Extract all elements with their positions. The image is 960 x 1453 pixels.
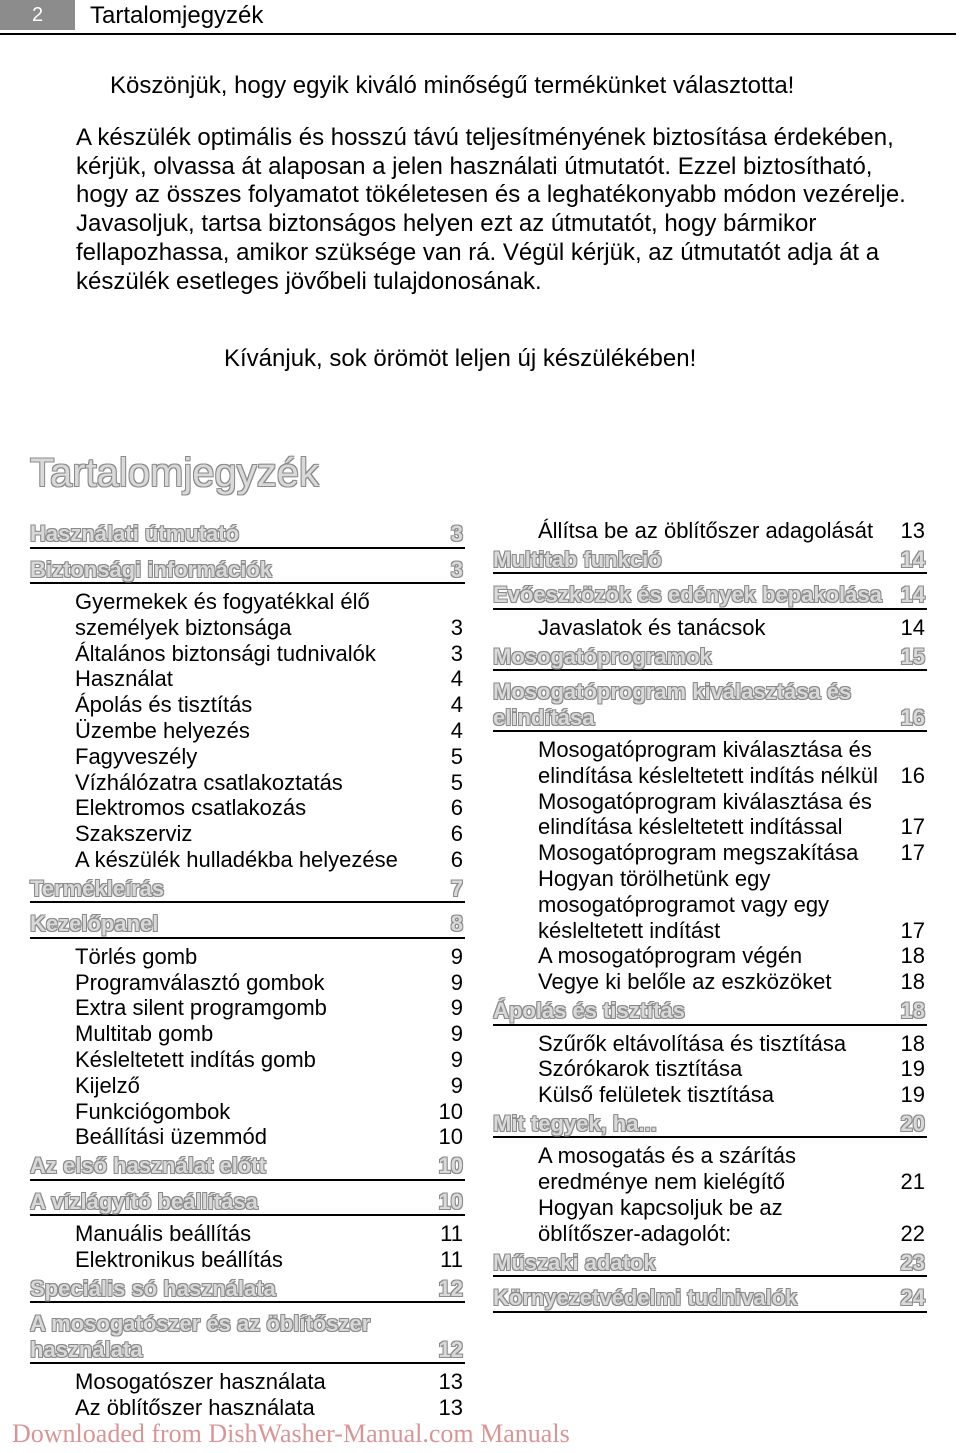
toc-section[interactable]	[30, 1308, 465, 1364]
toc-section[interactable]	[30, 518, 465, 549]
toc-section[interactable]	[493, 1247, 927, 1278]
toc-entry-title: Mosogatóprogramok	[493, 643, 712, 669]
toc-entry-title: Beállítási üzemmód	[75, 1124, 267, 1150]
toc-entry-title: Szűrők eltávolítása és tisztítása	[538, 1030, 847, 1056]
toc-entry-title: Mosogatóprogram kiválasztása és elindítása késleltetett indítással	[538, 788, 872, 840]
toc-entry-title: Speciális só használata	[30, 1275, 276, 1301]
toc-entry-page: 6	[450, 846, 463, 872]
toc-entry-title: Hogyan törölhetünk egy mosogatóprogramot vagy egy késleltetett indítást	[538, 866, 830, 943]
toc-entry-page: 10	[438, 1188, 463, 1214]
toc-entry-page: 3	[450, 640, 463, 666]
toc-entry-title: Használati útmutató	[30, 521, 240, 546]
toc-entry-page: 10	[438, 1124, 463, 1150]
toc-entry[interactable]	[30, 1124, 465, 1150]
toc-entry-page: 18	[900, 969, 925, 995]
toc-entry[interactable]	[493, 789, 927, 841]
toc-entry-title: Szórókarok tisztítása	[538, 1056, 743, 1082]
toc-entry-page: 10	[438, 1098, 463, 1124]
toc-entry-title: Extra silent programgomb	[75, 995, 327, 1021]
toc-entry[interactable]	[493, 1031, 927, 1057]
intro-wish: Kívánjuk, sok örömöt leljen új készülékében!	[224, 345, 697, 372]
toc-entry-title: Üzembe helyezés	[75, 717, 250, 743]
toc-entry-title: Funkciógombok	[75, 1098, 231, 1124]
toc-entry[interactable]	[30, 1099, 465, 1125]
toc-entry[interactable]	[30, 718, 465, 744]
toc-entry-page: 15	[900, 643, 925, 669]
toc-entry-title: Késleltetett indítás gomb	[75, 1046, 316, 1072]
toc-entry-title: Külső felületek tisztítása	[538, 1082, 775, 1108]
toc-entry-title: Az első használat előtt	[30, 1153, 266, 1179]
toc-entry-page: 3	[450, 521, 463, 546]
toc-entry[interactable]	[30, 1369, 465, 1395]
toc-entry[interactable]	[493, 615, 927, 641]
toc-entry-title: Műszaki adatok	[493, 1249, 656, 1275]
toc-entry-title: Ápolás és tisztítás	[75, 692, 253, 718]
toc-entry-title: A mosogatás és a szárítás eredménye nem kielégítő	[538, 1143, 797, 1195]
toc-section[interactable]	[30, 908, 465, 939]
toc-entry-page: 9	[450, 943, 463, 969]
toc-entry[interactable]	[30, 1221, 465, 1247]
toc-entry-title: Mosogatóprogram megszakítása	[538, 840, 859, 866]
toc-entry-title: Manuális beállítás	[75, 1221, 252, 1247]
toc-entry-page: 5	[450, 743, 463, 769]
toc-entry-title: A vízlágyító beállítása	[30, 1188, 258, 1214]
toc-entry-page: 9	[450, 995, 463, 1021]
toc-section[interactable]	[493, 579, 927, 610]
toc-entry-title: Vegye ki belőle az eszközöket	[538, 969, 832, 995]
toc-entry-page: 9	[450, 1046, 463, 1072]
toc-entry-page: 13	[900, 518, 925, 543]
toc-entry-title: Szakszerviz	[75, 821, 193, 847]
toc-entry-title: Általános biztonsági tudnivalók	[75, 640, 376, 666]
toc-entry-title: A mosogatóprogram végén	[538, 943, 803, 969]
toc-entry[interactable]	[493, 866, 927, 943]
toc-section[interactable]	[493, 995, 927, 1026]
toc-entry[interactable]	[493, 518, 927, 544]
toc-entry-page: 9	[450, 1021, 463, 1047]
toc-entry-page: 14	[900, 582, 925, 608]
toc-section[interactable]	[493, 544, 927, 575]
toc-entry[interactable]	[30, 692, 465, 718]
toc-entry-page: 23	[900, 1249, 925, 1275]
toc-entry-page: 17	[900, 814, 925, 840]
toc-entry-title: Biztonsági információk	[30, 556, 273, 582]
toc-entry-title: Javaslatok és tanácsok	[538, 614, 766, 640]
toc-entry[interactable]	[30, 641, 465, 667]
toc-entry-page: 18	[900, 1030, 925, 1056]
toc-entry-page: 16	[900, 704, 925, 730]
toc-entry-page: 24	[900, 1285, 925, 1311]
toc-entry-title: Környezetvédelmi tudnivalók	[493, 1285, 798, 1311]
toc-entry[interactable]	[30, 970, 465, 996]
toc-title: Tartalomjegyzék	[30, 451, 320, 495]
page-header	[0, 0, 960, 36]
toc-entry-page: 13	[438, 1369, 463, 1395]
toc-entry-title: A készülék hulladékba helyezése	[75, 846, 398, 872]
toc-entry[interactable]	[30, 1073, 465, 1099]
toc-entry-title: Törlés gomb	[75, 943, 198, 969]
toc-entry-page: 22	[900, 1220, 925, 1246]
toc-entry[interactable]	[30, 847, 465, 873]
toc-section[interactable]	[30, 1186, 465, 1217]
toc-entry-title: Ápolás és tisztítás	[493, 998, 685, 1024]
toc-entry-page: 11	[440, 1246, 463, 1272]
intro-thanks: Köszönjük, hogy egyik kiváló minőségű termékünket választotta!	[110, 72, 795, 99]
toc-entry-title: Mosogatószer használata	[75, 1369, 326, 1395]
toc-entry-title: Használat	[75, 666, 173, 692]
header-title: Tartalomjegyzék	[90, 2, 264, 29]
toc-entry-title: Elektronikus beállítás	[75, 1246, 283, 1272]
toc-entry-page: 21	[900, 1169, 925, 1195]
toc-entry-page: 16	[900, 762, 925, 788]
toc-entry[interactable]	[30, 1021, 465, 1047]
toc-entry-page: 17	[900, 840, 925, 866]
toc-entry-title: Mit tegyek, ha...	[493, 1110, 657, 1136]
toc-entry[interactable]	[30, 589, 465, 641]
toc-entry-title: Állítsa be az öblítőszer adagolását	[538, 518, 874, 543]
toc-entry-page: 8	[450, 911, 463, 937]
toc-entry[interactable]	[493, 737, 927, 789]
toc-entry[interactable]	[30, 1395, 465, 1421]
toc-entry[interactable]	[30, 744, 465, 770]
toc-entry-page: 6	[450, 795, 463, 821]
toc-entry-page: 4	[450, 717, 463, 743]
toc-entry-page: 14	[900, 546, 925, 572]
toc-entry-page: 17	[900, 917, 925, 943]
toc-section[interactable]	[30, 873, 465, 904]
toc-entry[interactable]	[493, 1143, 927, 1195]
header-rule	[0, 33, 956, 35]
toc-entry-page: 14	[900, 614, 925, 640]
intro-body: A készülék optimális és hosszú távú teljesítményének biztosítása érdekében, kérjük, olvassa át alaposan a jelen használati útmutatót. Ezzel biztosítható, hogy az összes folyamatot tökéletesen és a leghatékonyabb módon vezérelje. Javasoljuk, tartsa biztonságos helyen ezt az útmutatót, hogy bármikor fellapozhassa, amikor szüksége van rá. Végül kérjük, az útmutatót adja át a készülék esetleges jövőbeli tulajdonosának.	[76, 124, 906, 295]
toc-entry-page: 4	[450, 666, 463, 692]
toc-entry[interactable]	[493, 1056, 927, 1082]
toc-entry-title: Mosogatóprogram kiválasztása és elindítása késleltetett indítás nélkül	[538, 737, 878, 788]
toc-entry-title: Kijelző	[75, 1072, 140, 1098]
toc-entry[interactable]	[30, 821, 465, 847]
toc-entry-title: Multitab gomb	[75, 1021, 214, 1047]
toc-right-column	[493, 518, 927, 1318]
toc-entry-title: Evőeszközök és edények bepakolása	[493, 582, 882, 608]
toc-entry-title: Termékleírás	[30, 875, 165, 901]
toc-entry-title: Multitab funkció	[493, 546, 662, 572]
toc-entry[interactable]	[30, 666, 465, 692]
toc-entry-title: Fagyveszély	[75, 743, 198, 769]
toc-entry-page: 11	[440, 1221, 463, 1247]
toc-entry-page: 4	[450, 692, 463, 718]
toc-entry-page: 3	[450, 556, 463, 582]
toc-entry[interactable]	[30, 1247, 465, 1273]
toc-entry-page: 9	[450, 969, 463, 995]
toc-entry[interactable]	[30, 944, 465, 970]
toc-section[interactable]	[493, 1282, 927, 1313]
toc-entry[interactable]	[30, 770, 465, 796]
toc-entry[interactable]	[30, 995, 465, 1021]
toc-entry-page: 18	[900, 998, 925, 1024]
toc-section[interactable]	[493, 641, 927, 672]
toc-section[interactable]	[30, 1273, 465, 1304]
toc-entry-title: Mosogatóprogram kiválasztása és elindítása	[493, 679, 852, 730]
toc-entry-page: 18	[900, 943, 925, 969]
toc-section[interactable]	[493, 676, 927, 732]
toc-entry-page: 3	[450, 614, 463, 640]
toc-section[interactable]	[493, 1108, 927, 1139]
toc-entry-title: Hogyan kapcsoljuk be az öblítőszer-adagolót:	[538, 1195, 783, 1246]
toc-entry-title: Vízhálózatra csatlakoztatás	[75, 769, 343, 795]
toc-entry-title: Kezelőpanel	[30, 911, 159, 937]
toc-entry-page: 10	[438, 1153, 463, 1179]
download-watermark[interactable]: Downloaded from DishWasher-Manual.com Manuals	[12, 1419, 570, 1448]
toc-entry-title: Az öblítőszer használata	[75, 1395, 315, 1421]
toc-entry-page: 6	[450, 821, 463, 847]
toc-entry-page: 5	[450, 769, 463, 795]
toc-entry-page: 19	[900, 1056, 925, 1082]
toc-entry-title: Gyermekek és fogyatékkal élő személyek biztonsága	[75, 589, 370, 640]
toc-entry-title: Programválasztó gombok	[75, 969, 325, 995]
toc-entry[interactable]	[493, 969, 927, 995]
toc-entry-page: 9	[450, 1072, 463, 1098]
toc-entry[interactable]	[493, 840, 927, 866]
toc-section[interactable]	[30, 1150, 465, 1181]
toc-entry[interactable]	[493, 943, 927, 969]
toc-left-column	[30, 518, 465, 1421]
toc-entry[interactable]	[493, 1195, 927, 1247]
toc-entry[interactable]	[493, 1082, 927, 1108]
page-number: 2	[0, 0, 75, 30]
toc-section[interactable]	[30, 554, 465, 585]
toc-entry-page: 7	[450, 875, 463, 901]
toc-entry-title: A mosogatószer és az öblítőszer használata	[30, 1311, 371, 1362]
toc-entry-page: 12	[438, 1275, 463, 1301]
toc-entry-page: 20	[900, 1110, 925, 1136]
toc-entry[interactable]	[30, 1047, 465, 1073]
toc-entry-page: 19	[900, 1082, 925, 1108]
toc-entry[interactable]	[30, 795, 465, 821]
toc-entry-page: 12	[438, 1336, 463, 1362]
toc-entry-title: Elektromos csatlakozás	[75, 795, 307, 821]
toc-entry-page: 13	[438, 1395, 463, 1421]
